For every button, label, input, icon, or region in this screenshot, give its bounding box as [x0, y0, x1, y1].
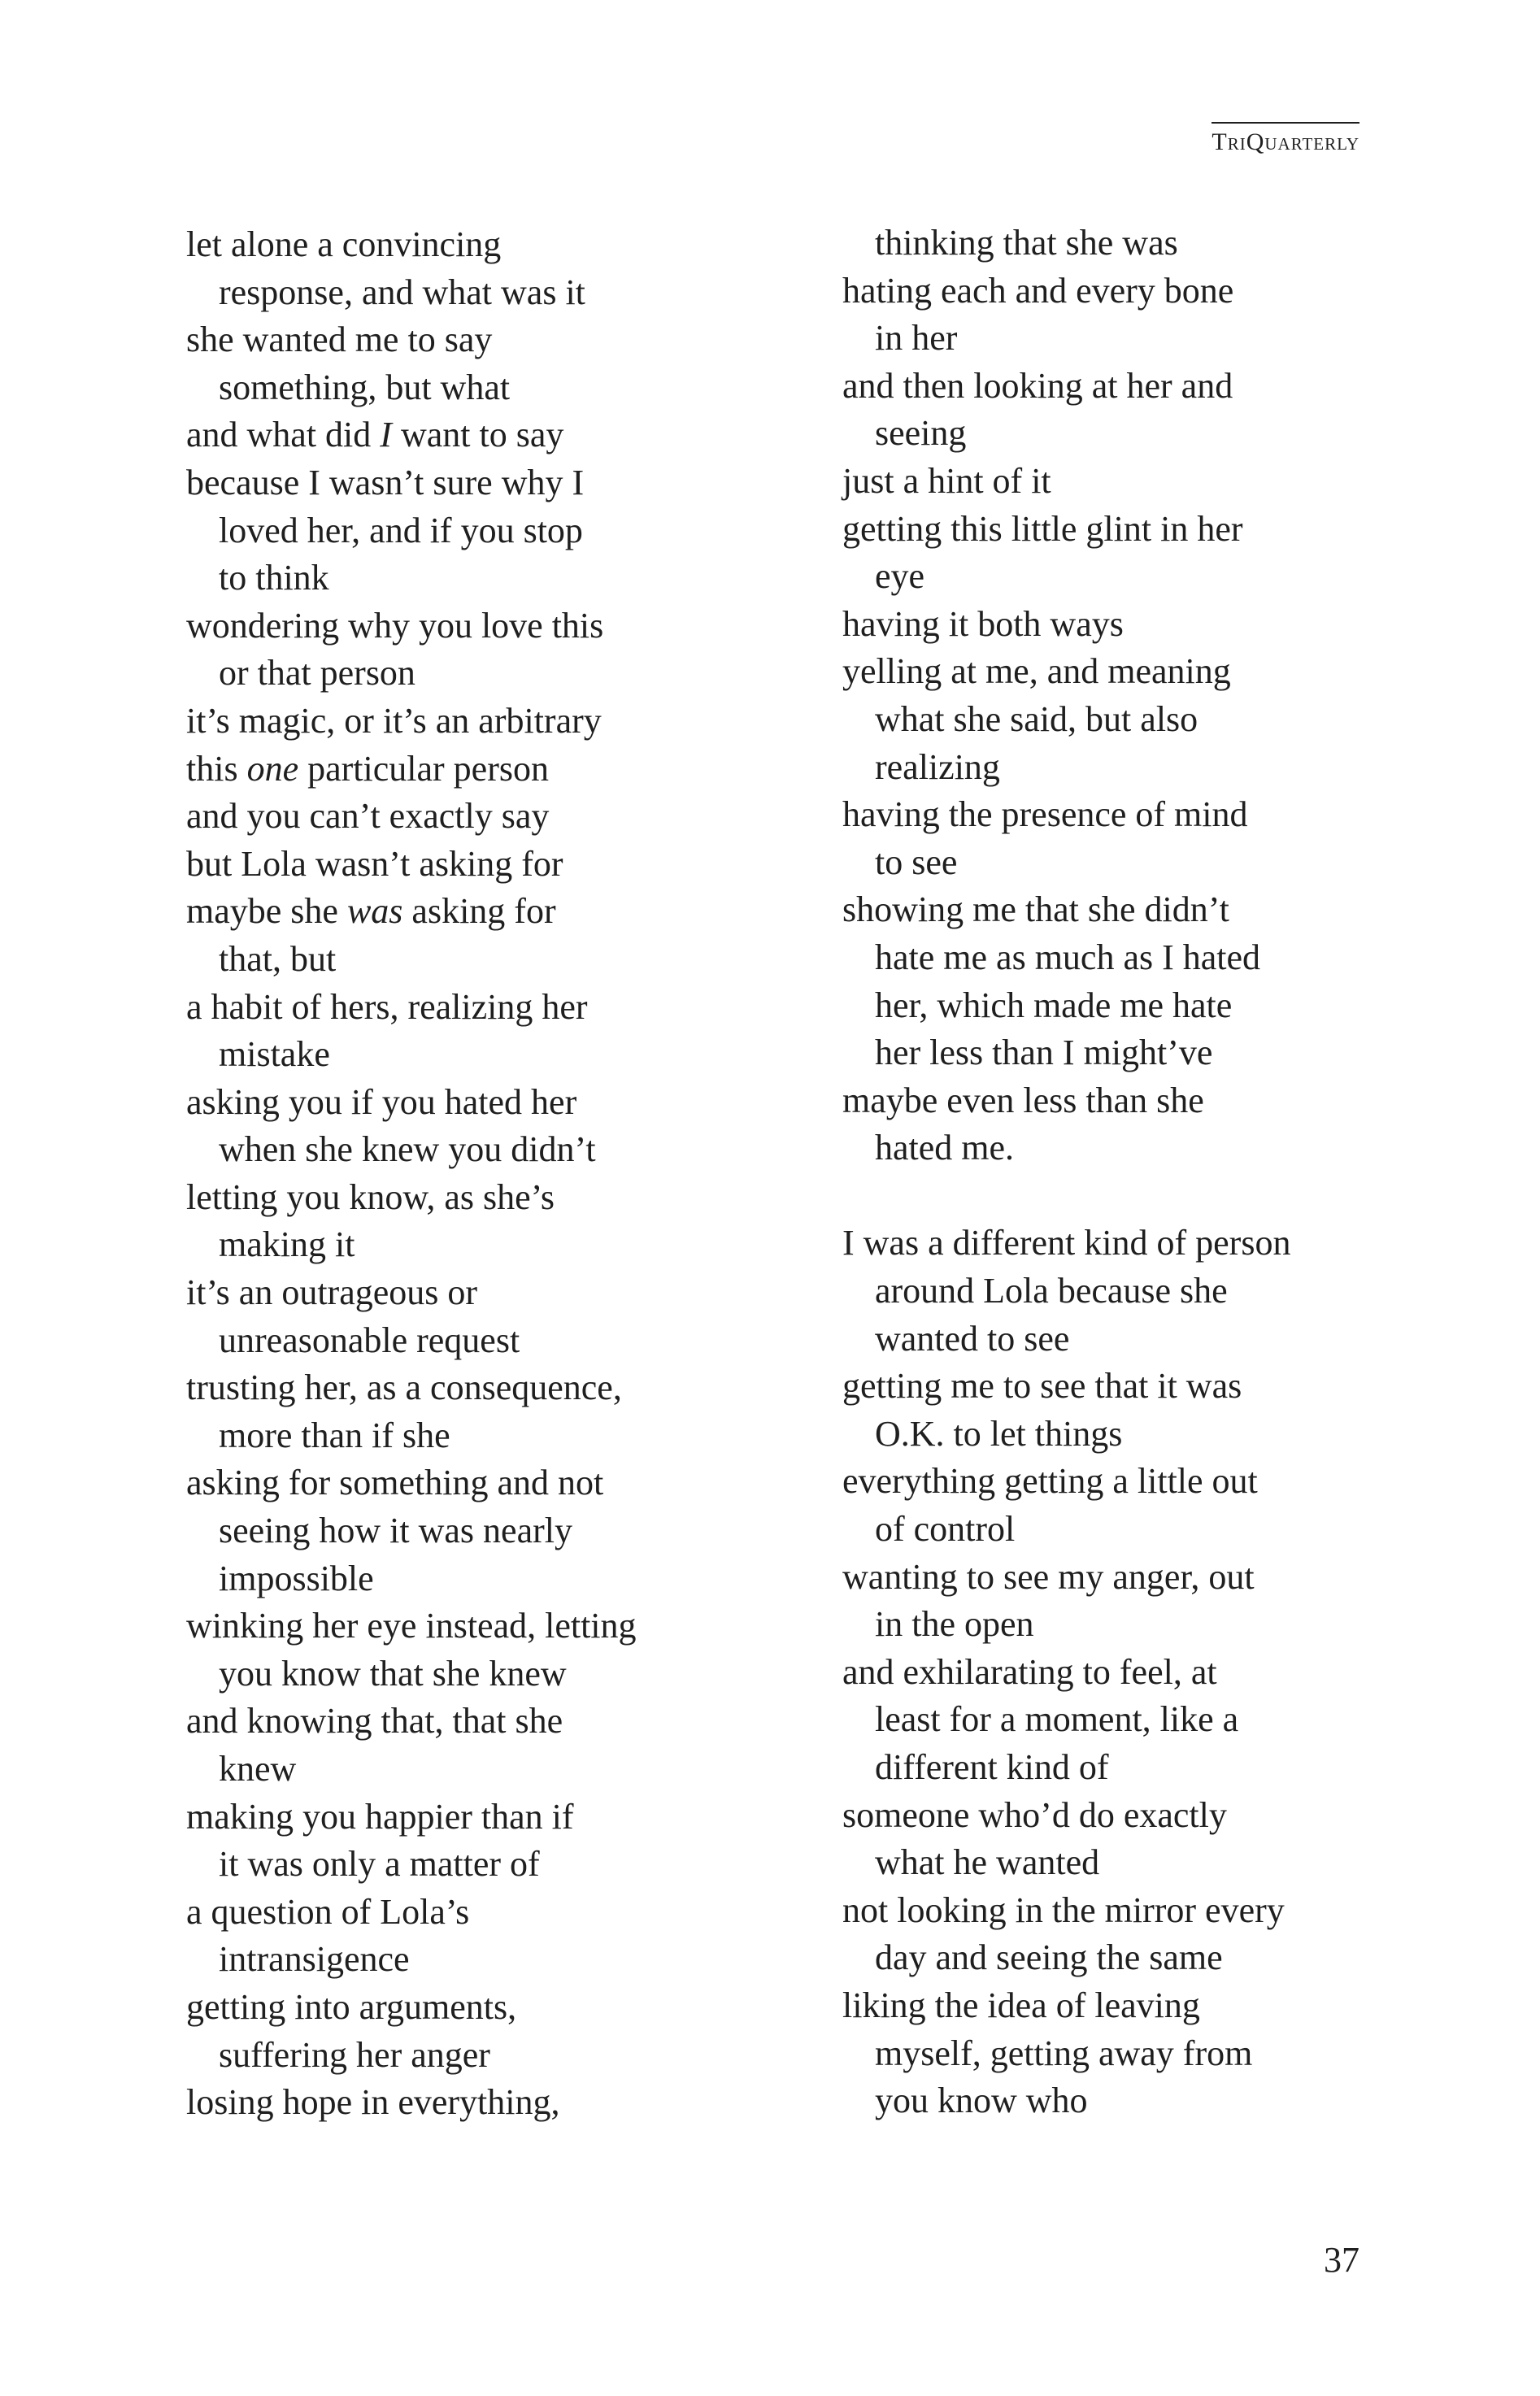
poem-line: seeing: [875, 413, 967, 454]
poem-line: let alone a convincing: [186, 224, 502, 264]
poem-line: liking the idea of leaving: [842, 1985, 1200, 2025]
poem-line: showing me that she didn’t: [842, 889, 1229, 930]
poem-line: getting into arguments,: [186, 1986, 517, 2027]
poem-line: you know who: [875, 2081, 1088, 2121]
poem-line: in the open: [875, 1604, 1034, 1645]
poem-line: a habit of hers, realizing her: [186, 986, 588, 1027]
poem-line: what she said, but also: [875, 698, 1199, 739]
poem-line: making you happier than if: [186, 1796, 574, 1837]
poem-line: intransigence: [219, 1939, 410, 1980]
poem-line: what he wanted: [875, 1842, 1100, 1883]
emphasis: I: [380, 415, 392, 455]
running-header: [1212, 122, 1359, 156]
poem-line: and you can’t exactly say: [186, 796, 550, 837]
poem-line: day and seeing the same: [875, 1937, 1223, 1978]
poem-line: least for a moment, like a: [875, 1699, 1239, 1740]
poem-line: winking her eye instead, letting: [186, 1606, 637, 1646]
poem-line: it was only a matter of: [219, 1844, 540, 1885]
poem-line: asking you if you hated her: [186, 1081, 577, 1122]
poem-line: trusting her, as a consequence,: [186, 1368, 622, 1408]
poem-line: and then looking at her and: [842, 365, 1233, 406]
poem-line: wanting to see my anger, out: [842, 1556, 1255, 1597]
poem-line: around Lola because she: [875, 1271, 1228, 1311]
poem-line: of control: [875, 1509, 1016, 1550]
poem-line: realizing: [875, 746, 1000, 787]
poem-line: loved her, and if you stop: [219, 510, 583, 550]
poem-line: she wanted me to say: [186, 320, 493, 360]
poem-line: wondering why you love this: [186, 605, 604, 646]
poem-line: that, but: [219, 938, 337, 979]
poem-line: getting me to see that it was: [842, 1366, 1242, 1407]
poem-line: making it: [219, 1224, 355, 1265]
poem-line: her less than I might’ve: [875, 1033, 1213, 1073]
poem-line: just a hint of it: [842, 460, 1051, 501]
poem-line: not looking in the mirror every: [842, 1889, 1285, 1930]
poem-line: seeing how it was nearly: [219, 1511, 572, 1551]
poem-line: yelling at me, and meaning: [842, 651, 1231, 692]
poem-line: this one particular person: [186, 748, 549, 789]
poem-line: wanted to see: [875, 1318, 1070, 1359]
poem-line: to think: [219, 558, 329, 598]
poem-line: when she knew you didn’t: [219, 1129, 596, 1170]
poem-line: to see: [875, 841, 958, 882]
poem-line: losing hope in everything,: [186, 2082, 560, 2123]
poem-line: O.K. to let things: [875, 1413, 1123, 1454]
poem-line: and exhilarating to feel, at: [842, 1651, 1217, 1692]
poem-line: and what did I want to say: [186, 415, 564, 455]
poem-left-column: [186, 221, 637, 2127]
poem-line: hate me as much as I hated: [875, 937, 1261, 977]
poem-line: having it both ways: [842, 603, 1124, 644]
page-number: 37: [1324, 2240, 1359, 2280]
poem-line: it’s an outrageous or: [186, 1272, 478, 1313]
poem-line: her, which made me hate: [875, 985, 1233, 1025]
poem-line: having the presence of mind: [842, 794, 1248, 835]
poem-line: different kind of: [875, 1747, 1109, 1787]
poem-line: impossible: [219, 1558, 374, 1598]
poem-line: letting you know, as she’s: [186, 1176, 555, 1217]
poem-line: or that person: [219, 653, 415, 694]
poem-line: suffering her anger: [219, 2034, 490, 2075]
poem-line: unreasonable request: [219, 1320, 520, 1360]
poem-line: you know that she knew: [219, 1653, 567, 1694]
poem-line: asking for something and not: [186, 1463, 604, 1503]
poem-line: more than if she: [219, 1415, 450, 1455]
poem-line: I was a different kind of person: [842, 1223, 1291, 1263]
poem-line: eye: [875, 556, 925, 597]
emphasis: was: [346, 891, 403, 932]
poem-line: maybe she was asking for: [186, 891, 556, 932]
poem-line: and knowing that, that she: [186, 1701, 563, 1742]
poem-line: someone who’d do exactly: [842, 1794, 1227, 1835]
poem-line: but Lola wasn’t asking for: [186, 843, 563, 884]
poem-line: hating each and every bone: [842, 270, 1234, 311]
poem-line: [842, 1172, 1290, 1220]
running-title: TriQuarterly: [1212, 128, 1359, 155]
poem-line: mistake: [219, 1034, 330, 1075]
poem-line: in her: [875, 318, 958, 359]
emphasis: one: [246, 748, 299, 789]
header-rule: [1212, 122, 1359, 124]
poem-line: getting this little glint in her: [842, 508, 1243, 549]
poem-line: response, and what was it: [219, 272, 585, 312]
poem-line: it’s magic, or it’s an arbitrary: [186, 700, 602, 741]
poem-line: everything getting a little out: [842, 1461, 1258, 1502]
poem-line: thinking that she was: [875, 223, 1178, 263]
poem-line: because I wasn’t sure why I: [186, 462, 585, 502]
poem-line: maybe even less than she: [842, 1080, 1204, 1120]
poem-line: something, but what: [219, 367, 511, 407]
poem-line: knew: [219, 1749, 297, 1789]
poem-line: hated me.: [875, 1128, 1015, 1168]
poem-line: myself, getting away from: [875, 2033, 1253, 2073]
poem-line: a question of Lola’s: [186, 1891, 470, 1932]
poem-right-column: [842, 220, 1290, 2125]
